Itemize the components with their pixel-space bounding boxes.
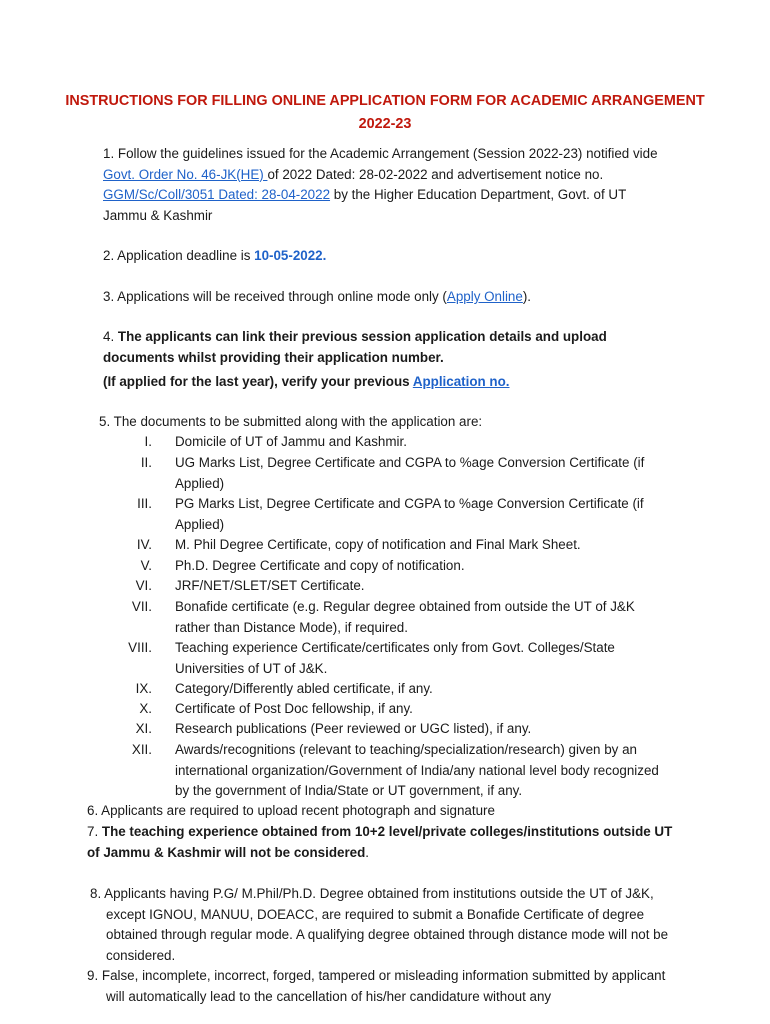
instruction-8: 8. Applicants having P.G/ M.Phil/Ph.D. Degree obtained from institutions outside the UT of J&K, except IGNOU, MANUU, DOEACC, are required to submit a Bonafide Certificate of degree obtained through regular mode. A qualifying degree obtained through distance mode will not be considered. xyxy=(90,886,669,963)
list-item-text: Category/Differently abled certificate, if any. xyxy=(175,681,433,696)
list-item-number: VIII. xyxy=(128,640,152,655)
list-item-number: VI. xyxy=(135,578,152,593)
list-item-text: PG Marks List, Degree Certificate and CGPA to %age Conversion Certificate (if Applied) xyxy=(175,496,644,532)
instruction-3 xyxy=(103,287,668,308)
instruction-7-bold: The teaching experience obtained from 10+2 level/private colleges/institutions outside UT of Jammu & Kashmir will not be considered xyxy=(87,824,673,860)
list-item-text: Awards/recognitions (relevant to teaching/specialization/research) given by an international organization/Government of India/any national level body recognized by the government of India/State or UT government, if any. xyxy=(175,742,659,798)
instruction-1 xyxy=(103,144,668,226)
list-item-number: IV. xyxy=(136,537,152,552)
instruction-4-number: 4. xyxy=(103,329,118,344)
instruction-9: 9. False, incomplete, incorrect, forged, tampered or misleading information submitted by applicant will automatically lead to the cancellation of his/her candidature without any xyxy=(87,968,666,1004)
instruction-2 xyxy=(103,246,668,267)
instruction-1-text: 1. Follow the guidelines issued for the Academic Arrangement (Session 2022-23) notified vide xyxy=(103,146,658,161)
list-item-text: Research publications (Peer reviewed or UGC listed), if any. xyxy=(175,721,532,736)
apply-online-link[interactable]: Apply Online xyxy=(446,289,523,304)
instruction-2-text: 2. Application deadline is xyxy=(103,248,255,263)
instruction-3-text: 3. Applications will be received through online mode only ( xyxy=(103,289,447,304)
instruction-3-text-end: ). xyxy=(522,289,532,304)
list-item-number: IX. xyxy=(135,681,152,696)
document-title: INSTRUCTIONS FOR FILLING ONLINE APPLICATION FORM FOR ACADEMIC ARRANGEMENT 2022-23 xyxy=(65,93,705,132)
list-item-text: UG Marks List, Degree Certificate and CGPA to %age Conversion Certificate (if Applied) xyxy=(175,455,645,491)
list-item-text: Certificate of Post Doc fellowship, if any. xyxy=(175,701,413,716)
list-item-number: I. xyxy=(144,434,152,449)
instruction-4-line2 xyxy=(103,372,668,393)
list-item-number: V. xyxy=(140,558,152,573)
instruction-4-line2-text: (If applied for the last year), verify your previous xyxy=(103,374,413,389)
instruction-1-text-2: of 2022 Dated: 28-02-2022 and advertisement notice no. xyxy=(267,166,604,182)
instruction-5-intro: 5. The documents to be submitted along with the application are: xyxy=(99,414,483,429)
instruction-7-number: 7. xyxy=(87,824,102,839)
list-item-text: M. Phil Degree Certificate, copy of notification and Final Mark Sheet. xyxy=(175,537,581,552)
instruction-4 xyxy=(103,327,613,368)
list-item-number: VII. xyxy=(131,599,152,614)
list-item-number: XII. xyxy=(131,742,152,757)
application-number-link[interactable]: Application no. xyxy=(412,374,510,389)
instruction-7 xyxy=(87,822,677,863)
instruction-1-text-3: by the Higher Education Department, Govt. of UT Jammu & Kashmir xyxy=(103,187,627,223)
govt-order-link[interactable]: Govt. Order No. 46-JK(HE) xyxy=(103,166,268,182)
list-item-number: III. xyxy=(137,496,152,511)
instruction-4-bold: The applicants can link their previous session application details and upload documents whilst providing their application number. xyxy=(103,329,607,365)
list-item-text: Teaching experience Certificate/certificates only from Govt. Colleges/State Universities of UT of J&K. xyxy=(175,640,615,676)
list-item-text: JRF/NET/SLET/SET Certificate. xyxy=(175,578,365,593)
list-item-number: XI. xyxy=(135,721,152,736)
instruction-6: 6. Applicants are required to upload recent photograph and signature xyxy=(87,803,495,818)
deadline-date: 10-05-2022. xyxy=(254,248,327,263)
list-item-number: X. xyxy=(139,701,152,716)
list-item-number: II. xyxy=(140,455,152,470)
instruction-7-end: . xyxy=(365,844,370,860)
list-item-text: Bonafide certificate (e.g. Regular degree obtained from outside the UT of J&K rather than Distance Mode), if required. xyxy=(175,599,635,635)
list-item-text: Ph.D. Degree Certificate and copy of notification. xyxy=(175,558,465,573)
list-item-text: Domicile of UT of Jammu and Kashmir. xyxy=(175,434,407,449)
advertisement-notice-link[interactable]: GGM/Sc/Coll/3051 Dated: 28-04-2022 xyxy=(103,187,331,202)
